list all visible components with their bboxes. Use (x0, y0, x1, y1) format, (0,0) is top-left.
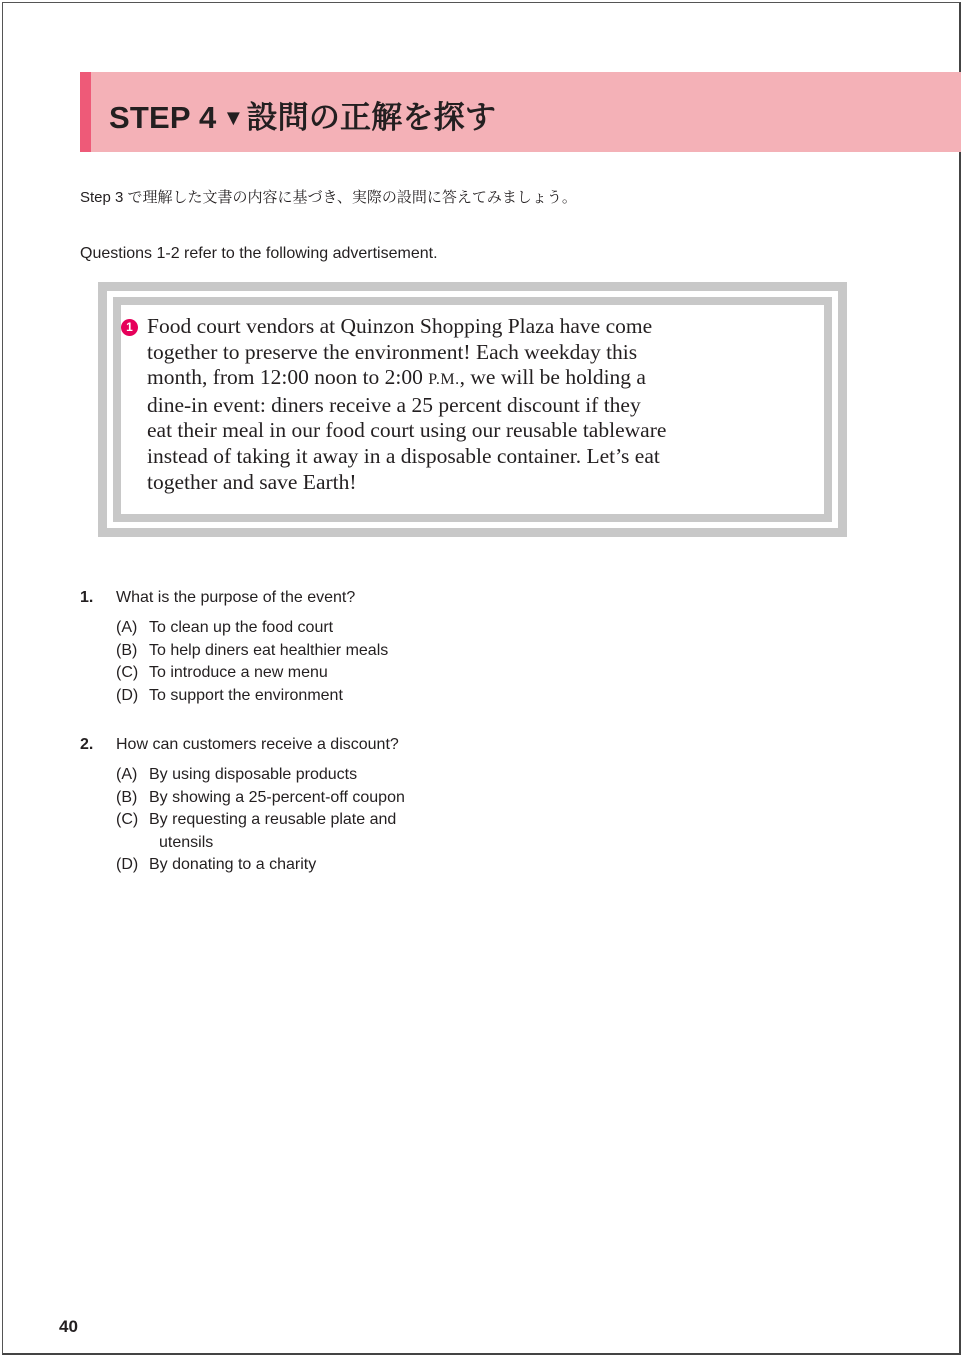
answer-options (116, 618, 536, 708)
step-heading: 設問の正解を探す (246, 100, 497, 135)
paragraph-number-badge: 1 (121, 319, 138, 336)
answer-option-a[interactable] (116, 765, 536, 788)
answer-option-c[interactable] (116, 810, 536, 855)
answer-option-b[interactable] (116, 788, 536, 811)
option-text: By donating to a charity (149, 856, 317, 873)
answer-option-b[interactable] (116, 641, 536, 664)
option-letter: (C) (116, 664, 139, 681)
question-number: 2. (80, 736, 94, 753)
option-text-continuation: utensils (159, 833, 214, 851)
option-text: By showing a 25-percent-off coupon (149, 788, 405, 806)
step-banner (80, 72, 961, 152)
option-letter: (B) (116, 788, 138, 806)
advertisement-border (107, 291, 838, 528)
ad-line: eat their meal in our food court using our reusable tableware (147, 418, 667, 443)
advertisement-frame (98, 282, 847, 537)
ad-line: dine-in event: diners receive a 25 percent discount if they (147, 392, 641, 417)
option-letter: (D) (116, 686, 139, 704)
step-label: STEP 4 (109, 100, 217, 135)
triangle-down-icon: ▼ (222, 105, 245, 130)
option-text: To clean up the food court (149, 619, 334, 636)
option-text: To support the environment (149, 686, 343, 704)
ad-line: Food court vendors at Quinzon Shopping Plaza have come (147, 314, 653, 338)
option-letter: (C) (116, 811, 139, 828)
answer-options (116, 765, 536, 878)
step-title (109, 92, 496, 137)
ad-line: together to preserve the environment! Each weekday this (147, 339, 638, 364)
option-text: To introduce a new menu (149, 664, 328, 681)
answer-option-a[interactable] (116, 618, 536, 641)
instruction-text: Step 3 で理解した文書の内容に基づき、実際の設問に答えてみましょう。 (80, 189, 577, 206)
ad-line (147, 365, 787, 393)
answer-option-c[interactable] (116, 663, 536, 686)
pm-abbreviation: P.M. (428, 371, 460, 389)
option-letter: (A) (116, 619, 138, 636)
option-text: To help diners eat healthier meals (149, 641, 389, 659)
question-text: How can customers receive a discount? (116, 736, 399, 753)
ad-line-part: month, from 12:00 noon to 2:00 (147, 365, 429, 390)
option-text: By requesting a reusable plate and (149, 811, 397, 828)
option-letter: (D) (116, 856, 139, 873)
option-text: By using disposable products (149, 766, 358, 783)
questions-intro: Questions 1-2 refer to the following advertisement. (80, 245, 438, 262)
page-number: 40 (59, 1317, 78, 1336)
answer-option-d[interactable] (116, 686, 536, 709)
ad-line: instead of taking it away in a disposable container. Let’s eat (147, 443, 660, 468)
advertisement-text (147, 314, 787, 495)
ad-line-part: , we will be holding a (459, 365, 646, 390)
question-text: What is the purpose of the event? (116, 589, 356, 606)
ad-line: together and save Earth! (147, 469, 357, 494)
advertisement-box (121, 305, 824, 514)
question-number: 1. (80, 589, 94, 606)
option-letter: (A) (116, 766, 138, 783)
answer-option-d[interactable] (116, 855, 536, 878)
option-letter: (B) (116, 641, 138, 659)
